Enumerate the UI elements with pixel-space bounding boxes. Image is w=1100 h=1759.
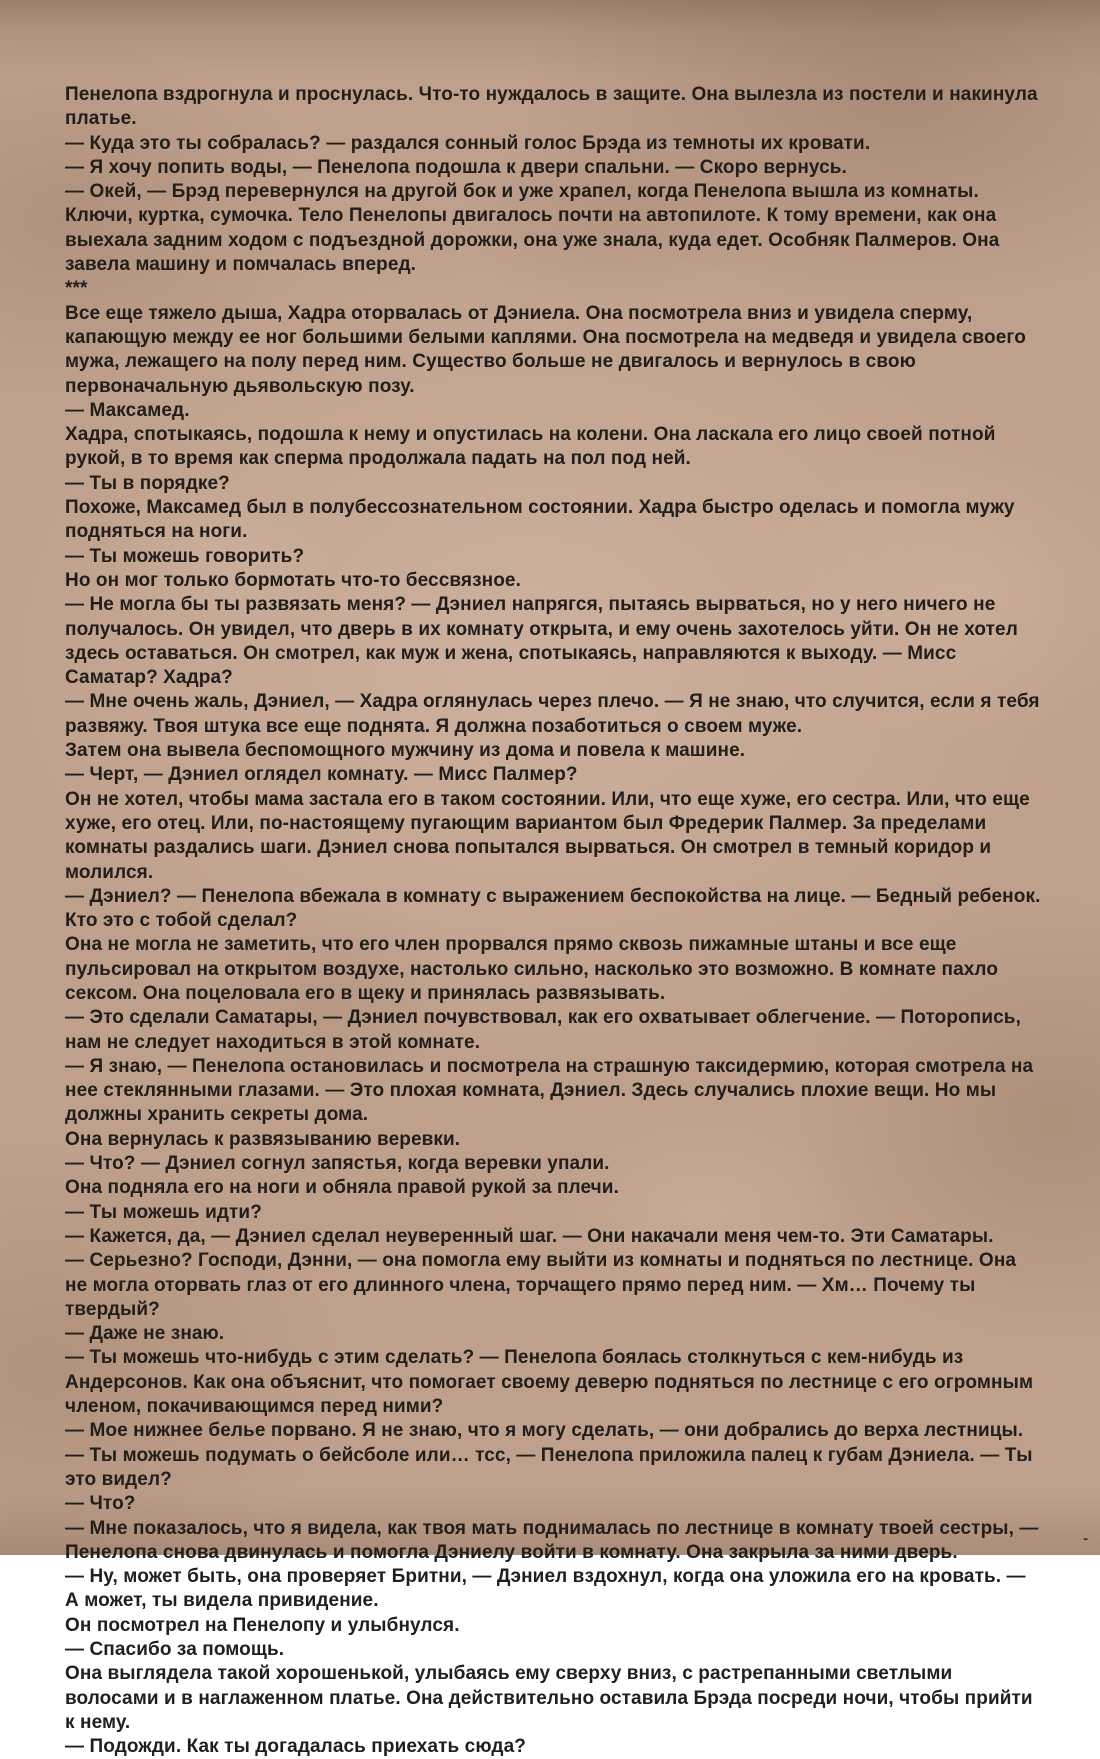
story-paragraph: — Мне очень жаль, Дэниел, — Хадра оглянулась через плечо. — Я не знаю, что случится, если я тебя развяжу. Твоя штука все еще поднята. Я должна позаботиться о своем муже.	[65, 691, 1040, 737]
story-paragraph: Она не могла не заметить, что его член прорвался прямо сквозь пижамные штаны и все еще пульсировал на открытом воздухе, настолько сильно, насколько это возможно. В комнате пахло сексом. Она поцеловала его в щеку и принялась развязывать.	[65, 934, 999, 1004]
story-paragraph: — Ты можешь что-нибудь с этим сделать? — Пенелопа боялась столкнуться с кем-нибудь из Андерсонов. Как она объяснит, что помогает своему деверю подняться по лестнице с его огромным членом, покачивающимся перед ними?	[65, 1347, 1034, 1418]
story-paragraph: — Куда это ты собралась? — раздался сонный голос Брэда из темноты их кровати.	[65, 132, 871, 154]
story-paragraph: — Дэниел? — Пенелопа вбежала в комнату с выражением беспокойства на лице. — Бедный ребенок. Кто это с тобой сделал?	[65, 885, 1041, 932]
story-paragraph: — Максамед.	[65, 399, 190, 421]
story-text	[65, 83, 1043, 1759]
story-paragraph: — Окей, — Брэд перевернулся на другой бок и уже храпел, когда Пенелопа вышла из комнаты.	[65, 181, 979, 203]
story-paragraph: Хадра, спотыкаясь, подошла к нему и опустилась на колени. Она ласкала его лицо своей потной рукой, в то время как сперма продолжала падать на пол под ней.	[65, 424, 996, 470]
story-paragraph: — Подожди. Как ты догадалась приехать сюда?	[65, 1736, 526, 1758]
story-paragraph: — Не могла бы ты развязать меня? — Дэниел напрягся, пытаясь вырваться, но у него ничего не получалось. Он увидел, что дверь в их комнату открыта, и ему очень захотелось уйти. Он не хотел здесь оставаться. Он смотрел, как муж и жена, спотыкаясь, направляются к выходу. — Мисс Саматар? Хадра?	[65, 594, 1018, 689]
story-paragraph: — Мне показалось, что я видела, как твоя мать поднималась по лестнице в комнату твоей сестры, — Пенелопа снова двинулась и помогла Дэниелу войти в комнату. Она закрыла за ними дверь.	[65, 1517, 1039, 1563]
story-paragraph: Все еще тяжело дыша, Хадра оторвалась от Дэниела. Она посмотрела вниз и увидела сперму, капающую между ее ног большими белыми каплями. Она посмотрела на медведя и увидела своего мужа, лежащего на полу перед ним. Существо больше не двигалось и вернулось в свою первоначальную дьявольскую позу.	[65, 302, 1026, 397]
story-paragraph: — Даже не знаю.	[65, 1323, 225, 1345]
story-paragraph: — Ну, может быть, она проверяет Бритни, — Дэниел вздохнул, когда она уложила его на кровать. — А может, ты видела привидение.	[65, 1566, 1026, 1612]
story-paragraph: Ключи, куртка, сумочка. Тело Пенелопы двигалось почти на автопилоте. К тому времени, как она выехала задним ходом с подъездной дорожки, она уже знала, куда едет. Особняк Палмеров. Она завела машину и помчалась вперед.	[65, 205, 1000, 276]
story-paragraph: — Мое нижнее белье порвано. Я не знаю, что я могу сделать, — они добрались до верха лестницы.	[65, 1420, 1024, 1442]
story-paragraph: Она подняла его на ноги и обняла правой рукой за плечи.	[65, 1177, 619, 1199]
story-paragraph: — Серьезно? Господи, Дэнни, — она помогла ему выйти из комнаты и подняться по лестнице. Она не могла оторвать глаз от его длинного члена, торчащего прямо перед ним. — Хм… Почему ты твердый?	[65, 1250, 1017, 1320]
story-paragraph: Он не хотел, чтобы мама застала его в таком состоянии. Или, что еще хуже, его сестра. Или, что еще хуже, его отец. Или, по-настоящему пугающим вариантом был Фредерик Палмер. За пределами комнаты раздались шаги. Дэниел снова попытался вырваться. Он смотрел в темный коридор и молился.	[65, 788, 1030, 883]
page-corner-mark: -	[1083, 1530, 1088, 1546]
story-paragraph: Пенелопа вздрогнула и проснулась. Что-то нуждалось в защите. Она вылезла из постели и накинула платье.	[65, 84, 1038, 130]
story-paragraph: — Что?	[65, 1493, 136, 1515]
story-paragraph: — Что? — Дэниел согнул запястья, когда веревки упали.	[65, 1153, 610, 1175]
story-paragraph: Но он мог только бормотать что-то бессвязное.	[65, 569, 521, 591]
story-paragraph: — Спасибо за помощь.	[65, 1639, 285, 1660]
story-paragraph: — Ты можешь идти?	[65, 1201, 262, 1223]
story-paragraph: ***	[65, 278, 88, 300]
story-paragraph: Затем она вывела беспомощного мужчину из дома и повела к машине.	[65, 740, 746, 762]
story-paragraph: Она вернулась к развязыванию веревки.	[65, 1128, 461, 1150]
story-paragraph: — Я знаю, — Пенелопа остановилась и посмотрела на страшную таксидермию, которая смотрела на нее стеклянными глазами. — Это плохая комната, Дэниел. Здесь случались плохие вещи. Но мы должны хранить секреты дома.	[65, 1055, 1034, 1126]
story-paragraph: — Ты можешь говорить?	[65, 545, 305, 567]
story-paragraph: — Это сделали Саматары, — Дэниел почувствовал, как его охватывает облегчение. — Поторопись, нам не следует находиться в этой комнате.	[65, 1007, 1021, 1053]
story-paragraph: Похоже, Максамед был в полубессознательном состоянии. Хадра быстро оделась и помогла мужу подняться на ноги.	[65, 497, 1015, 543]
story-paragraph: Она выглядела такой хорошенькой, улыбаясь ему сверху вниз, с растрепанными светлыми волосами и в наглаженном платье. Она действительно оставила Брэда посреди ночи, чтобы прийти к нему.	[65, 1663, 1033, 1733]
story-paragraph: Он посмотрел на Пенелопу и улыбнулся.	[65, 1614, 460, 1636]
story-paragraph: — Черт, — Дэниел оглядел комнату. — Мисс Палмер?	[65, 764, 578, 786]
story-paragraph: — Кажется, да, — Дэниел сделал неуверенный шаг. — Они накачали меня чем-то. Эти Саматары.	[65, 1225, 994, 1247]
story-paragraph: — Ты можешь подумать о бейсболе или… тсс, — Пенелопа приложила палец к губам Дэниела. — Ты это видел?	[65, 1444, 1033, 1490]
story-paragraph: — Ты в порядке?	[65, 472, 230, 494]
story-paragraph: — Я хочу попить воды, — Пенелопа подошла к двери спальни. — Скоро вернусь.	[65, 156, 847, 178]
